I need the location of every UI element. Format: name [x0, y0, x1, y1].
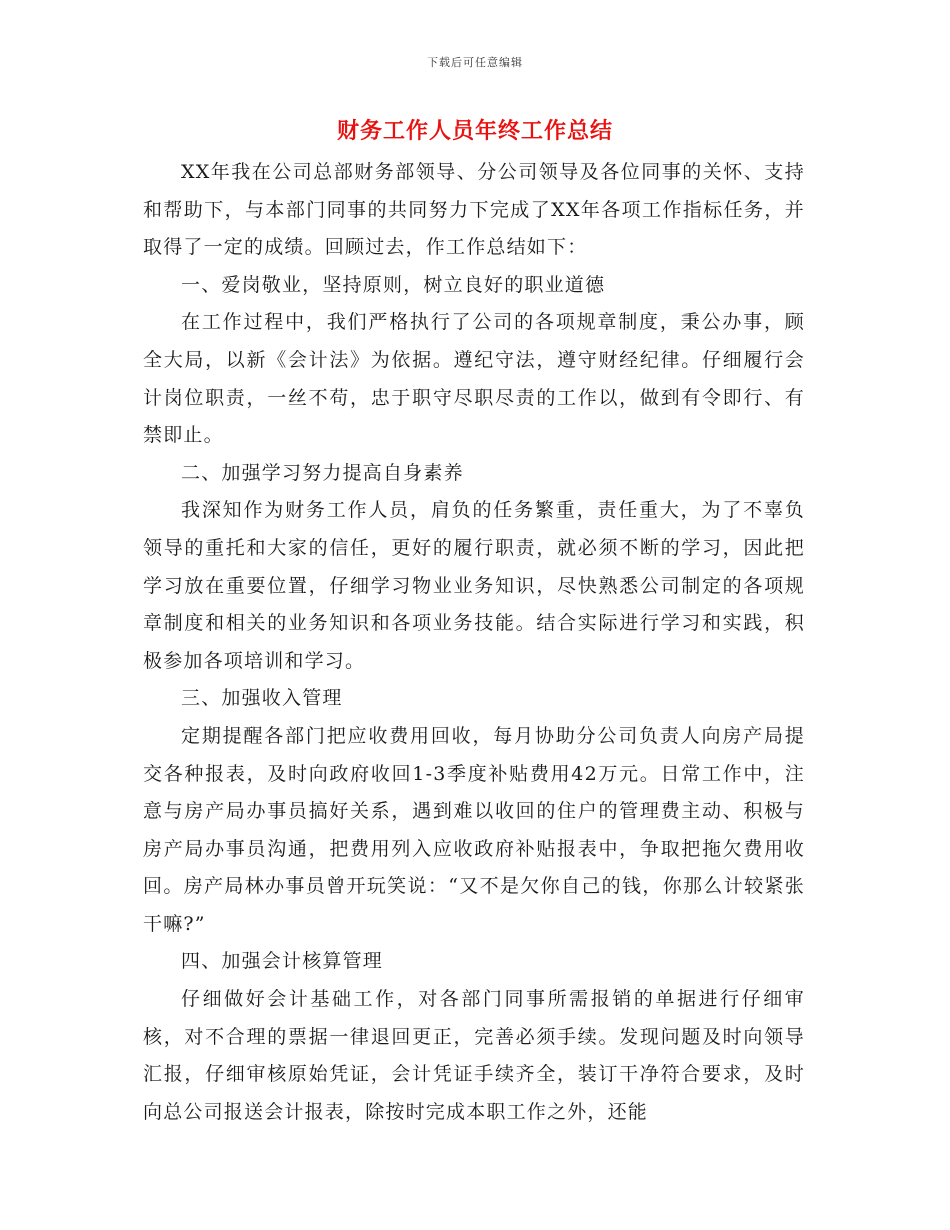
paragraph-section-1: 在工作过程中，我们严格执行了公司的各项规章制度，秉公办事，顾全大局，以新《会计法》为依据。遵纪守法，遵守财经纪律。仔细履行会计岗位职责，一丝不苟，忠于职守尽职尽责的工作以，做到有令即行、有禁即止。 [143, 311, 805, 447]
header-note: 下载后可任意编辑 [427, 56, 523, 69]
paragraph-section-4: 仔细做好会计基础工作，对各部门同事所需报销的单据进行仔细审核，对不合理的票据一律退回更正，完善必须手续。发现问题及时向领导汇报，仔细审核原始凭证，会计凭证手续齐全，装订干净符合要求，及时向总公司报送会计报表，除按时完成本职工作之外，还能 [143, 988, 805, 1123]
paragraph-section-3: 定期提醒各部门把应收费用回收，每月协助分公司负责人向房产局提交各种报表，及时向政府收回1-3季度补贴费用42万元。日常工作中，注意与房产局办事员搞好关系，遇到难以收回的住户的管理费主动、积极与房产局办事员沟通，把费用列入应收政府补贴报表中，争取把拖欠费用收回。房产局林办事员曾开玩笑说：“又不是欠你自己的钱，你那么计较紧张干嘛?” [143, 724, 805, 935]
document-body [143, 154, 805, 1131]
section-heading-2: 二、加强学习努力提高自身素养 [181, 461, 464, 484]
section-heading-3: 三、加强收入管理 [181, 687, 343, 710]
section-heading-4: 四、加强会计核算管理 [181, 950, 384, 973]
paragraph-section-2: 我深知作为财务工作人员，肩负的任务繁重，责任重大，为了不辜负领导的重托和大家的信任，更好的履行职责，就必须不断的学习，因此把学习放在重要位置，仔细学习物业业务知识，尽快熟悉公司制定的各项规章制度和相关的业务知识和各项业务技能。结合实际进行学习和实践，积极参加各项培训和学习。 [143, 499, 805, 672]
section-heading-1: 一、爱岗敬业，坚持原则，树立良好的职业道德 [181, 273, 606, 296]
document-title: 财务工作人员年终工作总结 [336, 118, 613, 144]
paragraph-intro: XX年我在公司总部财务部领导、分公司领导及各位同事的关怀、支持和帮助下，与本部门同事的共同努力下完成了XX年各项工作指标任务，并取得了一定的成绩。回顾过去，作工作总结如下： [143, 161, 805, 259]
